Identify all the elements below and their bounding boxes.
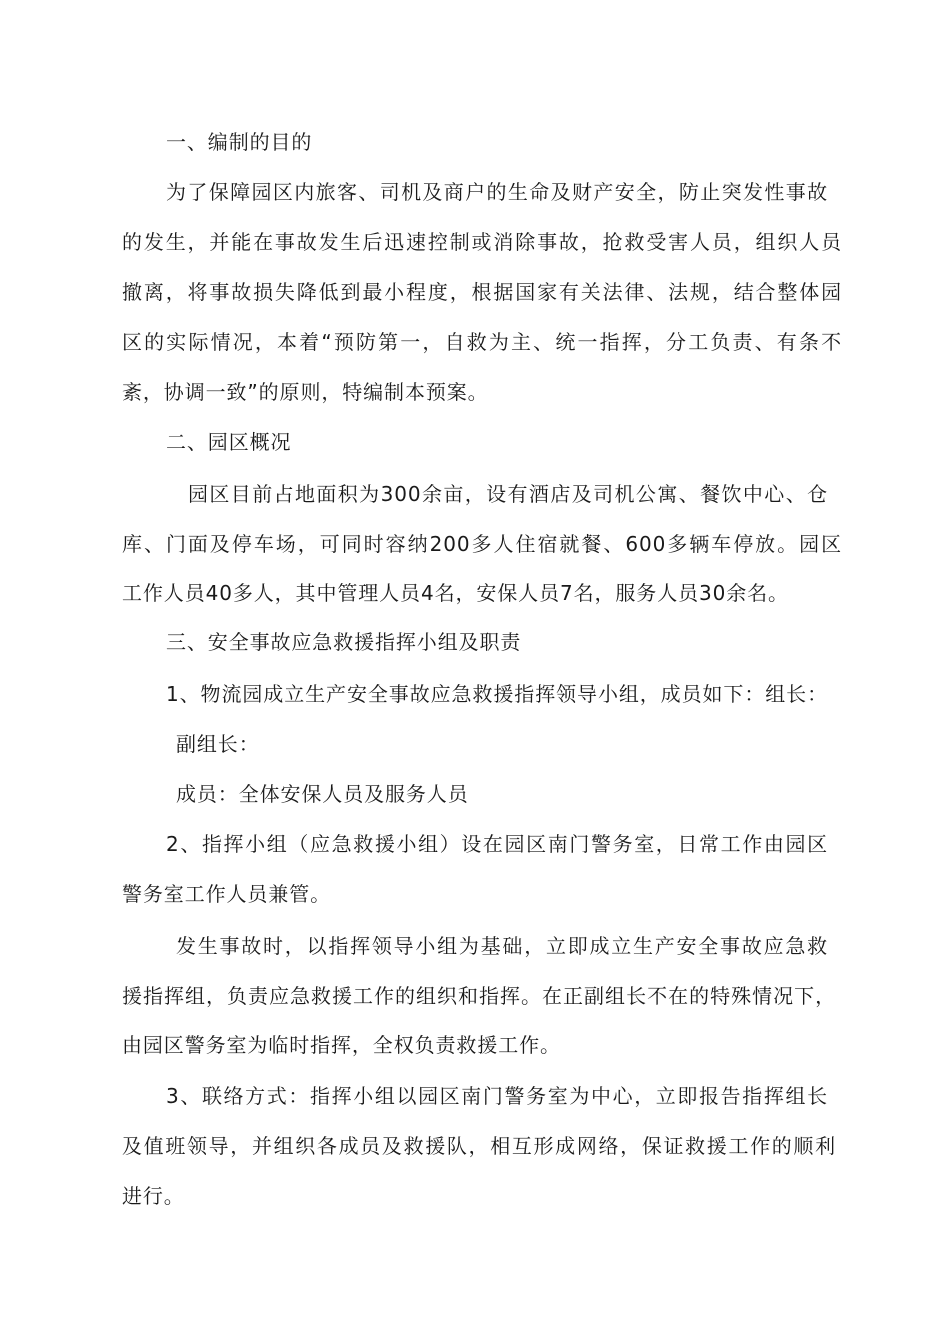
paragraph-line: 的发生，并能在事故发生后迅速控制或消除事故，抢救受害人员，组织人员 [122, 230, 842, 254]
paragraph-line: 成员：全体安保人员及服务人员 [176, 782, 469, 806]
paragraph-line: 1、物流园成立生产安全事故应急救援指挥领导小组，成员如下：组长： [166, 682, 828, 706]
paragraph-line: 援指挥组，负责应急救援工作的组织和指挥。在正副组长不在的特殊情况下， [122, 984, 836, 1008]
paragraph-line: 园区目前占地面积为300余亩，设有酒店及司机公寓、餐饮中心、仓 [188, 482, 828, 506]
paragraph-line: 警务室工作人员兼管。 [122, 882, 331, 906]
paragraph-line: 区的实际情况，本着“预防第一，自救为主、统一指挥，分工负责、有条不 [122, 330, 842, 354]
paragraph-line: 3、联络方式：指挥小组以园区南门警务室为中心，立即报告指挥组长 [166, 1084, 828, 1108]
section-heading: 二、园区概况 [166, 430, 292, 454]
paragraph-line: 撤离，将事故损失降低到最小程度，根据国家有关法律、法规，结合整体园 [122, 280, 842, 304]
paragraph-line: 由园区警务室为临时指挥，全权负责救援工作。 [122, 1033, 561, 1057]
paragraph-line: 为了保障园区内旅客、司机及商户的生命及财产安全，防止突发性事故 [166, 180, 828, 204]
paragraph-line: 进行。 [122, 1184, 185, 1208]
paragraph-line: 2、指挥小组（应急救援小组）设在园区南门警务室，日常工作由园区 [166, 832, 828, 856]
paragraph-line: 发生事故时，以指挥领导小组为基础，立即成立生产安全事故应急救 [176, 934, 828, 958]
paragraph-line: 副组长： [176, 732, 260, 756]
paragraph-line: 工作人员40多人，其中管理人员4名，安保人员7名，服务人员30余名。 [122, 581, 789, 605]
paragraph-line: 紊，协调一致”的原则，特编制本预案。 [122, 380, 489, 404]
section-heading: 三、安全事故应急救援指挥小组及职责 [166, 630, 522, 654]
section-heading: 一、编制的目的 [166, 130, 313, 154]
paragraph-line: 及值班领导，并组织各成员及救援队，相互形成网络，保证救援工作的顺利 [122, 1134, 836, 1158]
paragraph-line: 库、门面及停车场，可同时容纳200多人住宿就餐、600多辆车停放。园区 [122, 532, 842, 556]
